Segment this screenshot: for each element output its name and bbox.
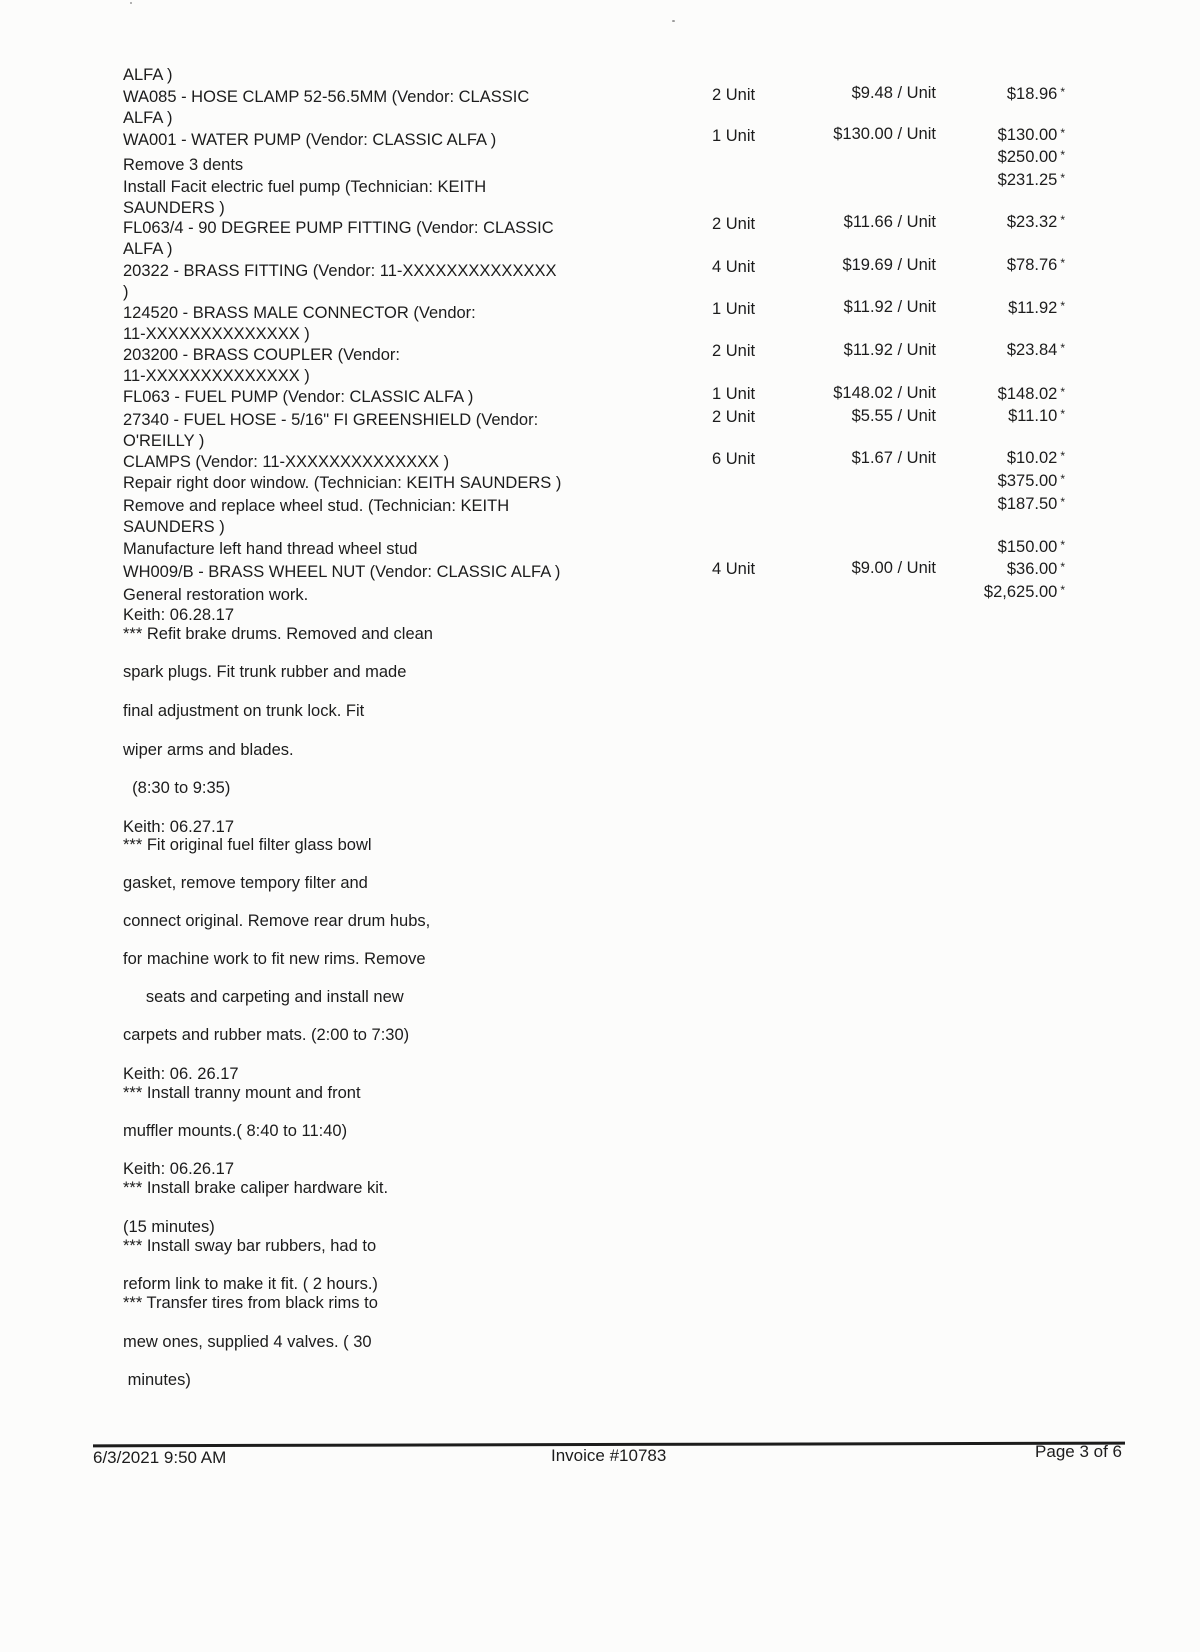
item-quantity: 4 Unit bbox=[712, 560, 756, 578]
item-total-value: $23.84 bbox=[1006, 341, 1058, 359]
item-unit-price: $11.66 / Unit bbox=[843, 213, 936, 231]
item-unit-price: $1.67 / Unit bbox=[851, 449, 936, 467]
total-marker: * bbox=[1060, 213, 1065, 227]
item-total-value: $148.02 bbox=[997, 385, 1058, 403]
item-description: Manufacture left hand thread wheel stud bbox=[123, 540, 418, 558]
total-marker: * bbox=[1060, 171, 1065, 185]
item-quantity: 6 Unit bbox=[712, 450, 756, 468]
item-description: General restoration work. bbox=[123, 586, 309, 604]
item-total-value: $11.10 bbox=[1008, 407, 1058, 425]
tech-note-line: carpets and rubber mats. (2:00 to 7:30) bbox=[123, 1026, 410, 1044]
tech-note-line: reform link to make it fit. ( 2 hours.) bbox=[123, 1275, 378, 1293]
scan-speck bbox=[672, 20, 675, 22]
tech-note-line: connect original. Remove rear drum hubs, bbox=[123, 912, 431, 930]
total-marker: * bbox=[1060, 449, 1065, 463]
item-total bbox=[998, 123, 1065, 146]
item-total-value: $23.32 bbox=[1006, 213, 1058, 231]
item-description: Remove and replace wheel stud. (Technician: KEITH SAUNDERS ) bbox=[123, 497, 510, 536]
item-description: FL063/4 - 90 DEGREE PUMP FITTING (Vendor: CLASSIC ALFA ) bbox=[123, 219, 554, 258]
tech-note-line: *** Install sway bar rubbers, had to bbox=[123, 1237, 377, 1255]
item-total-value: $11.92 bbox=[1008, 299, 1058, 317]
total-marker: * bbox=[1060, 385, 1065, 399]
item-total bbox=[1008, 296, 1065, 319]
item-quantity: 2 Unit bbox=[712, 86, 756, 104]
item-description: 20322 - BRASS FITTING (Vendor: 11-XXXXXXXXXXXXXX ) bbox=[123, 262, 557, 301]
item-total-value: $187.50 bbox=[997, 495, 1058, 513]
item-total-value: $18.96 bbox=[1006, 85, 1058, 103]
item-description: ALFA ) bbox=[123, 66, 173, 84]
item-total bbox=[1007, 446, 1065, 469]
tech-note-date: Keith: 06. 26.17 bbox=[123, 1065, 239, 1083]
footer-datetime: 6/3/2021 9:50 AM bbox=[93, 1448, 227, 1467]
item-unit-price: $130.00 / Unit bbox=[833, 125, 936, 143]
tech-note-line: gasket, remove tempory filter and bbox=[123, 874, 368, 892]
tech-note-line: *** Install brake caliper hardware kit. bbox=[123, 1179, 389, 1197]
item-unit-price: $11.92 / Unit bbox=[843, 341, 936, 359]
item-total-value: $375.00 bbox=[997, 472, 1058, 490]
item-quantity: 1 Unit bbox=[712, 127, 756, 145]
item-unit-price: $11.92 / Unit bbox=[843, 298, 936, 316]
item-total-value: $10.02 bbox=[1006, 449, 1058, 467]
item-total bbox=[1008, 404, 1065, 427]
item-total-value: $250.00 bbox=[997, 148, 1058, 166]
item-quantity: 4 Unit bbox=[712, 258, 756, 276]
tech-note-line: (8:30 to 9:35) bbox=[123, 779, 231, 797]
item-total-value: $150.00 bbox=[997, 538, 1058, 556]
item-total bbox=[998, 382, 1065, 405]
item-total bbox=[984, 580, 1065, 603]
tech-note-line: mew ones, supplied 4 valves. ( 30 bbox=[123, 1333, 372, 1351]
item-total bbox=[1007, 338, 1065, 361]
item-description: Repair right door window. (Technician: KEITH SAUNDERS ) bbox=[123, 474, 562, 492]
tech-note-line: *** Fit original fuel filter glass bowl bbox=[123, 836, 372, 854]
total-marker: * bbox=[1060, 341, 1065, 355]
total-marker: * bbox=[1060, 560, 1065, 574]
item-description: Install Facit electric fuel pump (Technician: KEITH SAUNDERS ) bbox=[123, 178, 487, 217]
item-unit-price: $148.02 / Unit bbox=[833, 384, 936, 402]
item-description: WA001 - WATER PUMP (Vendor: CLASSIC ALFA ) bbox=[123, 131, 497, 149]
item-unit-price: $19.69 / Unit bbox=[842, 256, 936, 274]
item-description: 27340 - FUEL HOSE - 5/16" FI GREENSHIELD (Vendor: O'REILLY ) bbox=[123, 411, 539, 450]
item-description: WA085 - HOSE CLAMP 52-56.5MM (Vendor: CLASSIC ALFA ) bbox=[123, 88, 530, 127]
item-unit-price: $5.55 / Unit bbox=[851, 407, 936, 425]
item-total-value: $36.00 bbox=[1006, 560, 1058, 578]
total-marker: * bbox=[1060, 299, 1065, 313]
item-description: Remove 3 dents bbox=[123, 156, 244, 174]
item-unit-price: $9.00 / Unit bbox=[851, 559, 936, 577]
total-marker: * bbox=[1060, 495, 1065, 509]
item-total bbox=[998, 168, 1065, 191]
item-total-value: $130.00 bbox=[997, 126, 1058, 144]
tech-note-date: Keith: 06.26.17 bbox=[123, 1160, 235, 1178]
item-total-value: $231.25 bbox=[997, 171, 1058, 189]
item-description: WH009/B - BRASS WHEEL NUT (Vendor: CLASSIC ALFA ) bbox=[123, 563, 561, 581]
total-marker: * bbox=[1060, 407, 1065, 421]
tech-note-line: spark plugs. Fit trunk rubber and made bbox=[123, 663, 407, 681]
total-marker: * bbox=[1060, 583, 1065, 597]
tech-note-line: wiper arms and blades. bbox=[123, 741, 294, 759]
scan-speck bbox=[130, 2, 132, 4]
item-description: CLAMPS (Vendor: 11-XXXXXXXXXXXXXX ) bbox=[123, 453, 450, 471]
item-total bbox=[998, 535, 1065, 558]
tech-note-date: Keith: 06.28.17 bbox=[123, 606, 235, 624]
tech-note-line: minutes) bbox=[123, 1371, 191, 1389]
item-total-value: $78.76 bbox=[1006, 256, 1058, 274]
total-marker: * bbox=[1060, 148, 1065, 162]
item-total bbox=[1007, 253, 1065, 276]
total-marker: * bbox=[1060, 126, 1065, 140]
item-quantity: 2 Unit bbox=[712, 408, 756, 426]
tech-note-line: *** Refit brake drums. Removed and clean bbox=[123, 625, 433, 643]
footer-invoice-number: Invoice #10783 bbox=[551, 1446, 667, 1465]
item-total bbox=[998, 469, 1065, 492]
item-total bbox=[1007, 557, 1065, 580]
item-quantity: 2 Unit bbox=[712, 215, 756, 233]
item-description: 124520 - BRASS MALE CONNECTOR (Vendor: 11-XXXXXXXXXXXXXX ) bbox=[123, 304, 476, 343]
item-quantity: 1 Unit bbox=[712, 300, 756, 318]
tech-note-line: for machine work to fit new rims. Remove bbox=[123, 950, 426, 968]
item-description: 203200 - BRASS COUPLER (Vendor: 11-XXXXXXXXXXXXXX ) bbox=[123, 346, 400, 385]
item-total bbox=[1007, 82, 1065, 105]
tech-note-line: final adjustment on trunk lock. Fit bbox=[123, 702, 365, 720]
footer-page-number: Page 3 of 6 bbox=[1035, 1442, 1122, 1461]
item-total bbox=[998, 145, 1065, 168]
tech-note-date: Keith: 06.27.17 bbox=[123, 818, 235, 836]
total-marker: * bbox=[1060, 256, 1065, 270]
tech-note-line: (15 minutes) bbox=[123, 1218, 215, 1236]
item-quantity: 2 Unit bbox=[712, 342, 756, 360]
tech-note-line: muffler mounts.( 8:40 to 11:40) bbox=[123, 1122, 348, 1140]
tech-note-line: seats and carpeting and install new bbox=[123, 988, 404, 1006]
item-total bbox=[998, 492, 1065, 515]
tech-note-line: *** Transfer tires from black rims to bbox=[123, 1294, 378, 1312]
item-total bbox=[1007, 210, 1065, 233]
tech-note-line: *** Install tranny mount and front bbox=[123, 1084, 361, 1102]
total-marker: * bbox=[1060, 472, 1065, 486]
total-marker: * bbox=[1060, 85, 1065, 99]
item-unit-price: $9.48 / Unit bbox=[851, 84, 936, 102]
item-quantity: 1 Unit bbox=[712, 385, 756, 403]
item-total-value: $2,625.00 bbox=[983, 583, 1058, 601]
item-description: FL063 - FUEL PUMP (Vendor: CLASSIC ALFA ) bbox=[123, 388, 474, 406]
total-marker: * bbox=[1060, 538, 1065, 552]
